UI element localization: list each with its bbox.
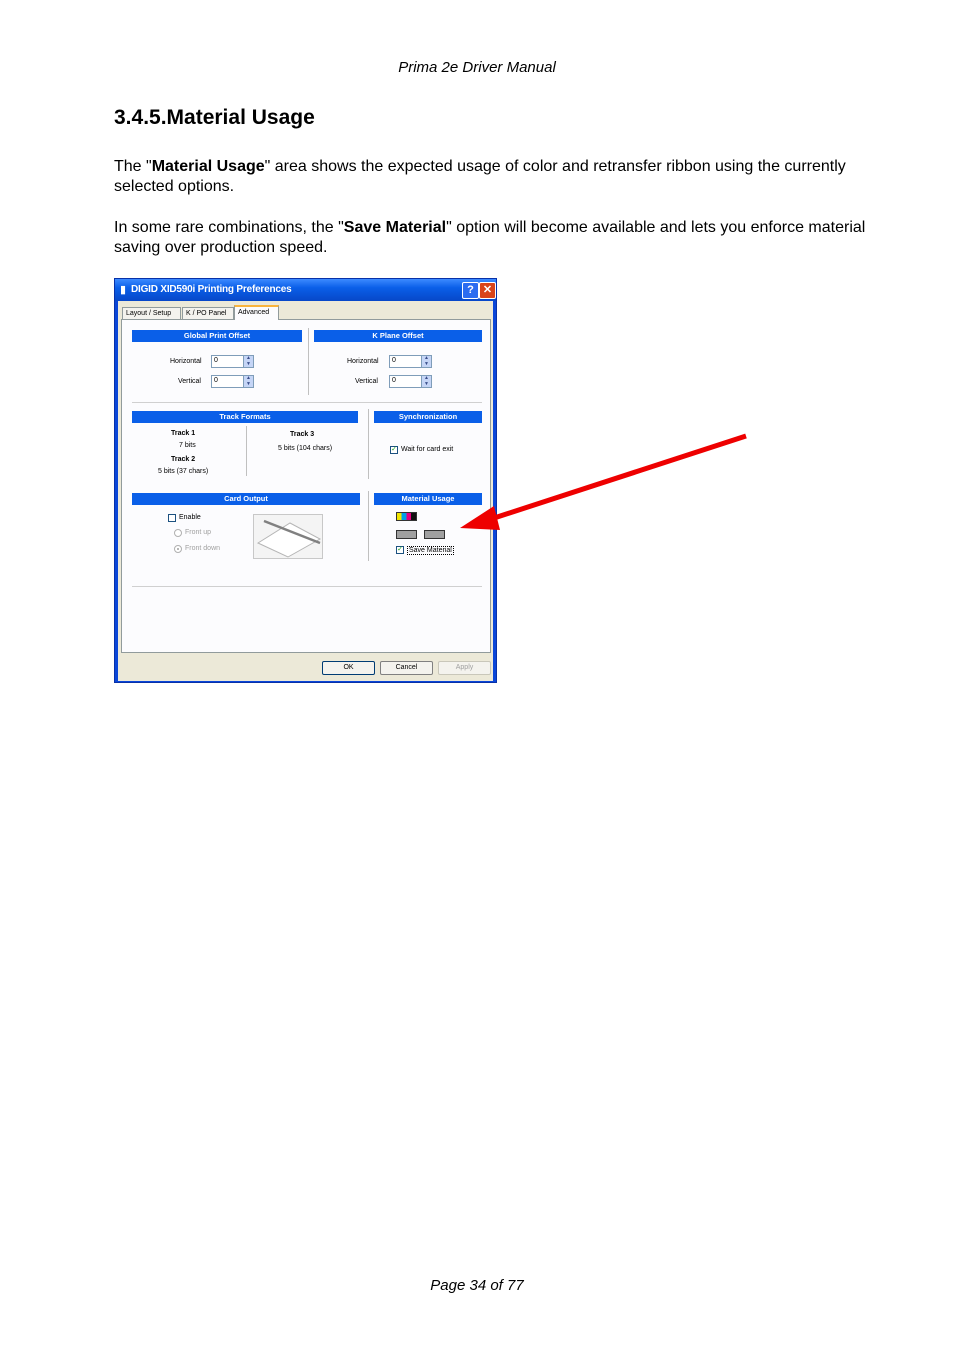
color-ribbon-icon xyxy=(396,512,417,521)
close-button[interactable]: ✕ xyxy=(479,282,496,299)
k-horizontal-value: 0 xyxy=(392,357,396,364)
red-arrow-annotation xyxy=(440,420,760,540)
k-vertical-spinner[interactable] xyxy=(389,375,432,388)
help-button[interactable]: ? xyxy=(462,282,479,299)
wait-for-card-exit-checkbox[interactable]: ✓ xyxy=(391,446,397,453)
face-down-label: Front down xyxy=(185,545,221,552)
face-up-label: Front up xyxy=(185,529,212,536)
spinner-arrows-icon[interactable]: ▲ ▼ xyxy=(421,376,431,387)
global-vertical-spinner[interactable] xyxy=(211,375,254,388)
p1-bold: Material Usage xyxy=(151,158,265,175)
spinner-arrows-icon[interactable]: ▲ ▼ xyxy=(421,356,431,367)
dialog-client xyxy=(118,301,493,681)
separator xyxy=(132,402,482,403)
k-vertical-value: 0 xyxy=(392,377,396,384)
divider xyxy=(368,491,369,561)
p1-post: " area shows the expected usage of color and retransfer ribbon using the currently selected options. xyxy=(114,158,846,195)
k-horizontal-label: Horizontal xyxy=(347,358,379,365)
spinner-arrows-icon[interactable]: ▲ ▼ xyxy=(243,356,253,367)
spinner-arrows-icon[interactable]: ▲ ▼ xyxy=(243,376,253,387)
card-output-title: Card Output xyxy=(132,493,360,505)
section-heading: 3.4.5.Material Usage xyxy=(114,106,315,129)
p2-pre: In some rare combinations, the " xyxy=(114,219,344,236)
k-offset-title: K Plane Offset xyxy=(314,330,482,342)
track1-label: Track 1 xyxy=(171,430,196,437)
material-usage-title: Material Usage xyxy=(374,493,482,505)
apply-button[interactable]: Apply xyxy=(438,661,491,675)
p2-post: " option will become available and lets you enforce material saving over production speed. xyxy=(114,219,866,256)
tab-advanced[interactable]: Advanced xyxy=(234,305,279,320)
page-header: Prima 2e Driver Manual xyxy=(398,59,556,76)
ok-button[interactable]: OK xyxy=(322,661,375,675)
track3-label: Track 3 xyxy=(290,431,315,438)
face-up-radio[interactable] xyxy=(174,529,182,537)
track1-bits: 7 bits xyxy=(179,442,196,449)
divider xyxy=(308,328,309,395)
dialog-title: DIGID XID590i Printing Preferences xyxy=(131,284,292,295)
advanced-panel xyxy=(121,319,491,653)
cancel-button[interactable]: Cancel xyxy=(380,661,433,675)
p2-bold: Save Material xyxy=(343,219,447,236)
face-down-radio[interactable] xyxy=(174,545,182,553)
wait-for-card-exit-label: Wait for card exit xyxy=(401,446,454,453)
dialog-titlebar xyxy=(115,279,496,301)
track2-label: Track 2 xyxy=(171,456,196,463)
save-material-label: Save Material xyxy=(409,547,452,554)
k-horizontal-spinner[interactable] xyxy=(389,355,432,368)
global-horizontal-spinner[interactable] xyxy=(211,355,254,368)
enable-checkbox[interactable] xyxy=(168,514,176,522)
global-offset-title: Global Print Offset xyxy=(132,330,302,342)
card-stack-icon xyxy=(254,515,322,558)
synchronization-title: Synchronization xyxy=(374,411,482,423)
global-vertical-label: Vertical xyxy=(178,378,201,385)
tab-layout-setup[interactable]: Layout / Setup xyxy=(122,307,181,319)
p1-pre: The " xyxy=(114,158,152,175)
paragraph-save-material xyxy=(114,218,884,258)
card-output-image xyxy=(253,514,323,559)
global-horizontal-value: 0 xyxy=(214,357,218,364)
page-footer: Page 34 of 77 xyxy=(430,1277,524,1294)
tab-k-po-panel[interactable]: K / PO Panel xyxy=(182,307,234,319)
separator xyxy=(132,586,482,587)
track3-bits: 5 bits (104 chars) xyxy=(278,445,333,452)
printer-icon: ▮ xyxy=(120,284,127,296)
divider xyxy=(368,409,369,479)
track2-bits: 5 bits (37 chars) xyxy=(158,468,209,475)
track-formats-title: Track Formats xyxy=(132,411,358,423)
global-vertical-value: 0 xyxy=(214,377,218,384)
divider xyxy=(246,426,247,476)
enable-label: Enable xyxy=(179,514,201,521)
save-material-checkbox[interactable]: ✓ xyxy=(397,546,403,553)
k-vertical-label: Vertical xyxy=(355,378,378,385)
global-horizontal-label: Horizontal xyxy=(170,358,202,365)
paragraph-material-usage xyxy=(114,157,884,197)
retransfer-ribbon-icon xyxy=(396,530,417,539)
